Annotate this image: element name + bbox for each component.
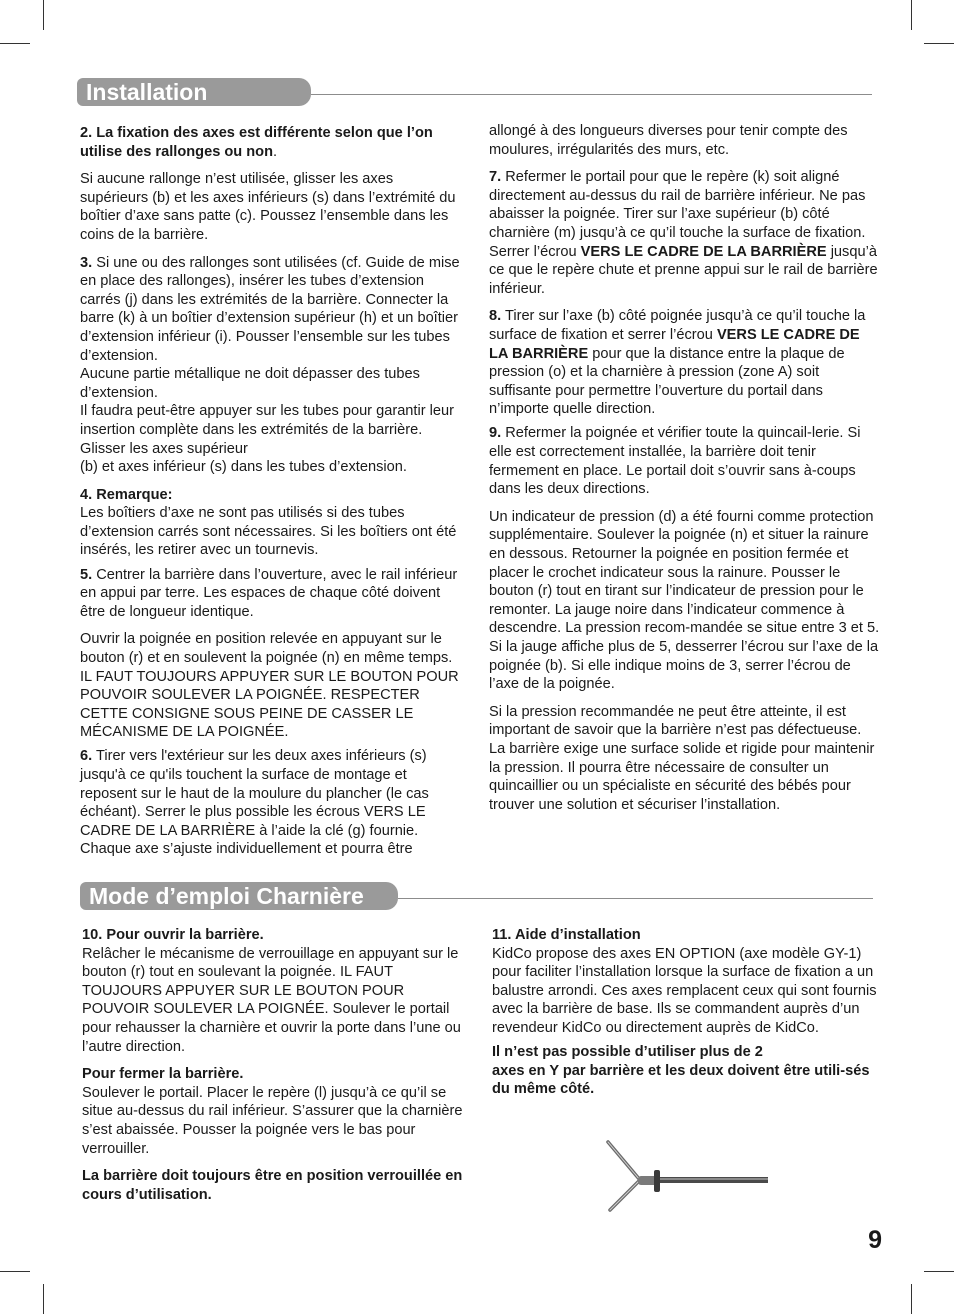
step-4-heading: 4. Remarque: (80, 486, 173, 503)
step-8-body: Tirer sur l’axe (b) côté poignée jusqu’à ce qu’il touche la surface de fixation et serrer l’écrou (489, 308, 866, 343)
pressure-indicator-text: Un indicateur de pression (d) a été fourni comme protection supplémentaire. Soulever la poignée (n) et situer la rainure en dessous. Retourner la poignée en position fermée et placer le crochet indicateur sous la rainure. Pousser le bouton (r) tout en tirant sur l’indicateur de pression pour le remonter. La jauge noire dans l’indicateur commence à descendre. La pression recom-mandée se situe entre 3 et 5. Si la jauge affiche plus de 5, desserrer l’écrou sur l’axe de la poignée (b). Si elle indique moins de 3, serrer l’écrou de l’axe de la poignée. (489, 508, 880, 693)
step-3-end: (b) et axes inférieur (s) dans les tubes d’extension. (80, 459, 407, 476)
step-6-number: 6. (80, 748, 93, 765)
installation-left-column: 2. La fixation des axes est différente selon que l’on utilise des rallonges ou non. Si aucune rallonge n’est utilisée, glisser les axes supérieurs (b) et les axes inférieurs (s) dans l’extrémité du boîtier d’axe sans patte (c). Poussez l’ensemble dans les coins de la barrière. 3. Si une ou des rallonges sont utilisées (cf. Guide de mise en place des rallonges), insérer les tubes d’extension carrés (j) dans les extrémités de la barrière. Connecter la barre (k) à un boîtier d’extension supérieur (h) et un boîtier d’extension inférieur (i). Pousser l’ensemble sur les tubes d’extension. Aucune partie métallique ne doit dépasser des tubes d’extension. Il faudra peut-être appuyer sur les tubes pour garantir leur insertion complète dans les extrémités de la barrière. Glisser les axes supérieur (b) et axes inférieur (s) dans les tubes d’extension. 4. Remarque: Les boîtiers d’axe ne sont pas utilisés si des tubes d’extension carrés sont nécessaires. Si les boîtiers ont été insérés, les retirer avec un tournevis. 5. Centrer la barrière dans l’ouverture, avec le rail inférieur en appui par terre. Les espaces de chaque côté doivent être de longueur identique. Ouvrir la poignée en position relevée en appuyant sur le bouton (r) et en soulevent la poignée (n) en même temps. IL FAUT TOUJOURS APPUYER SUR LE BOUTON POUR POUVOIR SOULEVER LA POIGNÉE. RESPECTER CETTE CONSIGNE SOUS PEINE DE CASSER LE MÉCANISME DE LA POIGNÉE. 6. Tirer vers l'extérieur sur les deux axes inférieurs (s) jusqu'à ce qu'ils touchent la surface de montage et reposent sur le haut de la moulure du plancher (le cas échéant). Serrer le plus possible les écrous VERS LE CADRE DE LA BARRIÈRE à l’aide la clé (g) fournie. Chaque axe s’ajuste individuellement et pourra être (80, 124, 464, 864)
y-spindle-shaft (638, 1170, 768, 1192)
step-2-body: Si aucune rallonge n’est utilisée, glisser les axes supérieurs (b) et les axes inférieurs (s) dans l’extrémité du boîtier d’axe sans patte (c). Poussez l’ensemble dans les coins de la barrière. (80, 171, 456, 243)
y-spindle-image (600, 1140, 780, 1220)
step-3-extra: Il faudra peut-être appuyer sur les tubes pour garantir leur insertion complète dans les extrémités de la barrière. Glisser les axes supérieur (80, 403, 454, 457)
installation-title: Installation (77, 78, 311, 106)
crop-mark (43, 0, 44, 30)
mode-section-header (80, 882, 873, 910)
step-7-body: Refermer le portail pour que le repère (k) soit aligné directement au-dessus du rail de barrière inférieur. Ne pas abaisser la poignée. Tirer sur l’axe supérieur (b) côté charnière (m) jusqu’à ce qu’il touche la surface de fixation. Serrer l’écrou (489, 169, 866, 260)
installation-section-header (77, 78, 872, 106)
y-spindle-warning-line-2: axes en Y par barrière et les deux doivent être utili-sés du même côté. (492, 1062, 870, 1098)
close-heading: Pour fermer la barrière. (82, 1066, 244, 1083)
step-10-heading: 10. Pour ouvrir la barrière. (82, 927, 264, 943)
crop-mark (924, 43, 954, 44)
crop-mark (43, 1284, 44, 1314)
crop-mark (0, 1271, 30, 1272)
installation-right-column: allongé à des longueurs diverses pour tenir compte des moulures, irrégularités des murs, etc. 7. Refermer le portail pour que le repère (k) soit aligné directement au-dessus du rail de barrière inférieur. Ne pas abaisser la poignée. Tirer sur l’axe supérieur (b) côté charnière (m) jusqu’à ce qu’il touche la surface de fixation. Serrer l’écrou VERS LE CADRE DE LA BARRIÈRE jusqu’à ce que le repère chute et prenne appui sur le rail de barrière inférieur. 8. Tirer sur l’axe (b) côté poignée jusqu’à ce qu’il touche la surface de fixation et serrer l’écrou VERS LE CADRE DE LA BARRIÈRE pour que la distance entre la plaque de pression (o) et la charnière à pression (zone A) soit suffisante pour permettre l’ouverture du portail dans n’importe quelle direction. 9. Refermer la poignée et vérifier toute la quincail-lerie. Si elle est correctement installée, la barrière doit tenir fermement en place. Le portail doit s’ouvrir sans à-coups dans les deux directions. Un indicateur de pression (d) a été fourni comme protection supplémentaire. Soulever la poignée (n) et situer la rainure en dessous. Retourner la poignée en position fermée et placer le crochet indicateur sous la rainure. Pousser le bouton (r) tout en tirant sur l’indicateur de pression pour le remonter. La jauge noire dans l’indicateur commence à descendre. La pression recom-mandée se situe entre 3 et 5. Si la jauge affiche plus de 5, desserrer l’écrou sur l’axe de la poignée (b). Si elle indique moins de 3, serrer l’écrou de l’axe de la poignée. Si la pression recommandée ne peut être atteinte, il est important de savoir que la barrière n’est pas défectueuse. La barrière exige une surface solide et rigide pour maintenir la pression. Il pourra être nécessaire de consulter un quincaillier ou un spécialiste en sécurité des bébés pour trouver une solution et sécuriser l’installation. (489, 123, 880, 813)
step-8-number: 8. (489, 308, 502, 325)
crop-mark (911, 1284, 912, 1314)
step-5-number: 5. (80, 566, 93, 583)
step-11-body: KidCo propose des axes EN OPTION (axe modèle GY-1) pour faciliter l’installation lorsque la surface de fixation a un balustre arrondi. Ces axes remplacent ceux qui sont fournis avec la barrière de base. Ils se commandent auprès d’un revendeur KidCo ou directement auprès de KidCo. (492, 945, 877, 1036)
pressure-note-text: Si la pression recommandée ne peut être atteinte, il est important de savoir que la barrière n’est pas défectueuse. La barrière exige une surface solide et rigide pour maintenir la pression. Il pourra être nécessaire de consulter un quincaillier ou un spécialiste en sécurité des bébés pour trouver une solution et sécuriser l’installation. (489, 703, 875, 813)
step-4-body: Les boîtiers d’axe ne sont pas utilisés si des tubes d’extension carrés sont nécessaires. Si les boîtiers ont été insérés, les retirer avec un tournevis. (80, 505, 457, 559)
mode-right-column (492, 926, 880, 1104)
step-6-continued: allongé à des longueurs diverses pour tenir compte des moulures, irrégularités des murs, etc. (489, 123, 848, 158)
step-3-number: 3. (80, 254, 93, 271)
mode-left-column (82, 926, 470, 1210)
page-number: 9 (868, 1226, 882, 1254)
step-9-body: Refermer la poignée et vérifier toute la quincail-lerie. Si elle est correctement installée, la barrière doit tenir fermement en place. Le portail doit s’ouvrir sans à-coups dans les deux directions. (489, 425, 861, 498)
mode-title: Mode d’emploi Charnière (80, 882, 398, 910)
crop-mark (924, 1271, 954, 1272)
step-5-instructions: Ouvrir la poignée en position relevée en appuyant sur le bouton (r) et en soulevent la poignée (n) en même temps. IL FAUT TOUJOURS APPUYER SUR LE BOUTON POUR POUVOIR SOULEVER LA POIGNÉE. RESPECTER CETTE CONSIGNE SOUS PEINE DE CASSER LE MÉCANISME DE LA POIGNÉE. (80, 631, 459, 741)
step-6-body: Tirer vers l'extérieur sur les deux axes inférieurs (s) jusqu'à ce qu'ils touchent la surface de montage et reposent sur le haut de la moulure du plancher (le cas échéant). Serrer le plus possible les écrous VERS LE CADRE DE LA BARRIÈRE à l’aide la clé (g) fournie. Chaque axe s’ajuste individuellement et pourra être (80, 748, 429, 858)
y-spindle-warning-line-1: Il n’est pas possible d’utiliser plus de 2 (492, 1044, 763, 1061)
step-7-emphasis: VERS LE CADRE DE LA BARRIÈRE (580, 243, 827, 260)
step-5-body: Centrer la barrière dans l’ouverture, avec le rail inférieur en appui par terre. Les espaces de chaque côté doivent être de longueur identique. (80, 566, 458, 620)
step-2-heading: 2. La fixation des axes est différente selon que l’on utilise des rallonges ou non (80, 125, 433, 160)
crop-mark (0, 43, 30, 44)
step-3-note: Aucune partie métallique ne doit dépasser des tubes d’extension. (80, 366, 420, 401)
step-10-body: Relâcher le mécanisme de verrouillage en appuyant sur le bouton (r) tout en soulevant la poignée. IL FAUT TOUJOURS APPUYER SUR LE BOUTON POUR POUVOIR SOULEVER LA POIGNÉE. Soulever le portail pour rehausser la charnière et ouvrir la porte dans l’une ou l’autre direction. (82, 945, 461, 1055)
step-8-emphasis: VERS LE CADRE DE LA BARRIÈRE (489, 326, 860, 362)
close-body: Soulever le portail. Placer le repère (l) jusqu’à ce qu’il se situe au-dessus du rail inférieur. S’assurer que la charnière s’est abaissée. Pousser la poignée vers le bas pour verrouiller. (82, 1084, 463, 1157)
section-rule (311, 94, 872, 95)
crop-mark (911, 0, 912, 30)
step-9-number: 9. (489, 425, 502, 442)
step-11-heading: 11. Aide d’installation (492, 927, 641, 943)
lock-warning: La barrière doit toujours être en position verrouillée en cours d’utilisation. (82, 1168, 463, 1203)
step-3-body: Si une ou des rallonges sont utilisées (cf. Guide de mise en place des rallonges), insérer les tubes d’extension carrés (j) dans les extrémités de la barrière. Connecter la barre (k) à un boîtier d’extension supérieur (h) et un boîtier d’extension inférieur (i). Pousser l’ensemble sur les tubes d’extension. (80, 254, 460, 364)
section-rule (398, 898, 873, 899)
y-spindle-fork (608, 1142, 640, 1210)
step-7-number: 7. (489, 169, 502, 186)
